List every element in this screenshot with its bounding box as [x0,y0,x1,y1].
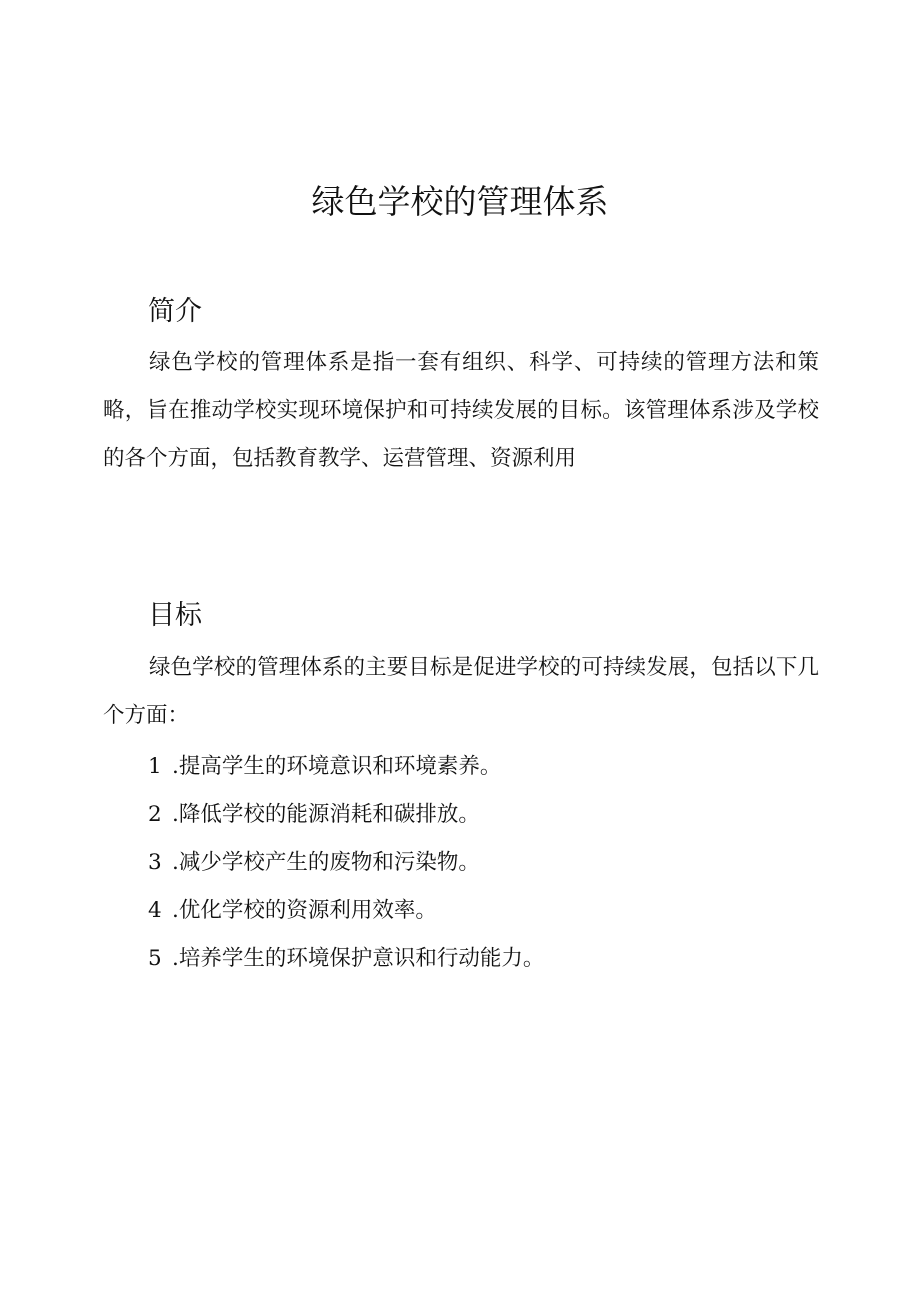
section-heading-intro: 简介 [148,296,202,327]
goals-paragraph: 绿色学校的管理体系的主要目标是促进学校的可持续发展，包括以下几个方面： [103,655,819,728]
intro-paragraph: 绿色学校的管理体系是指一套有组织、科学、可持续的管理方法和策略，旨在推动学校实现环境保护和可持续发展的目标。该管理体系涉及学校的各个方面，包括教育教学、运营管理、资源利用 [103,350,819,471]
document-title: 绿色学校的管理体系 [311,182,609,221]
goal-list-item [148,935,544,983]
goal-text: .减少学校产生的废物和污染物。 [172,850,480,875]
goal-text: .降低学校的能源消耗和碳排放。 [172,802,480,827]
goal-list [148,743,544,983]
goal-list-item [148,887,544,935]
goal-text: .培养学生的环境保护意识和行动能力。 [172,946,545,971]
goal-list-item [148,839,544,887]
goal-text: .提高学生的环境意识和环境素养。 [172,754,502,779]
goal-number: 2 [148,802,162,827]
section-heading-goals: 目标 [148,600,202,631]
goal-list-item [148,791,544,839]
goal-number: 4 [148,898,162,923]
goal-number: 5 [148,946,162,971]
goal-text: .优化学校的资源利用效率。 [172,898,437,923]
goal-list-item [148,743,544,791]
goal-number: 3 [148,850,162,875]
goal-number: 1 [148,754,162,779]
